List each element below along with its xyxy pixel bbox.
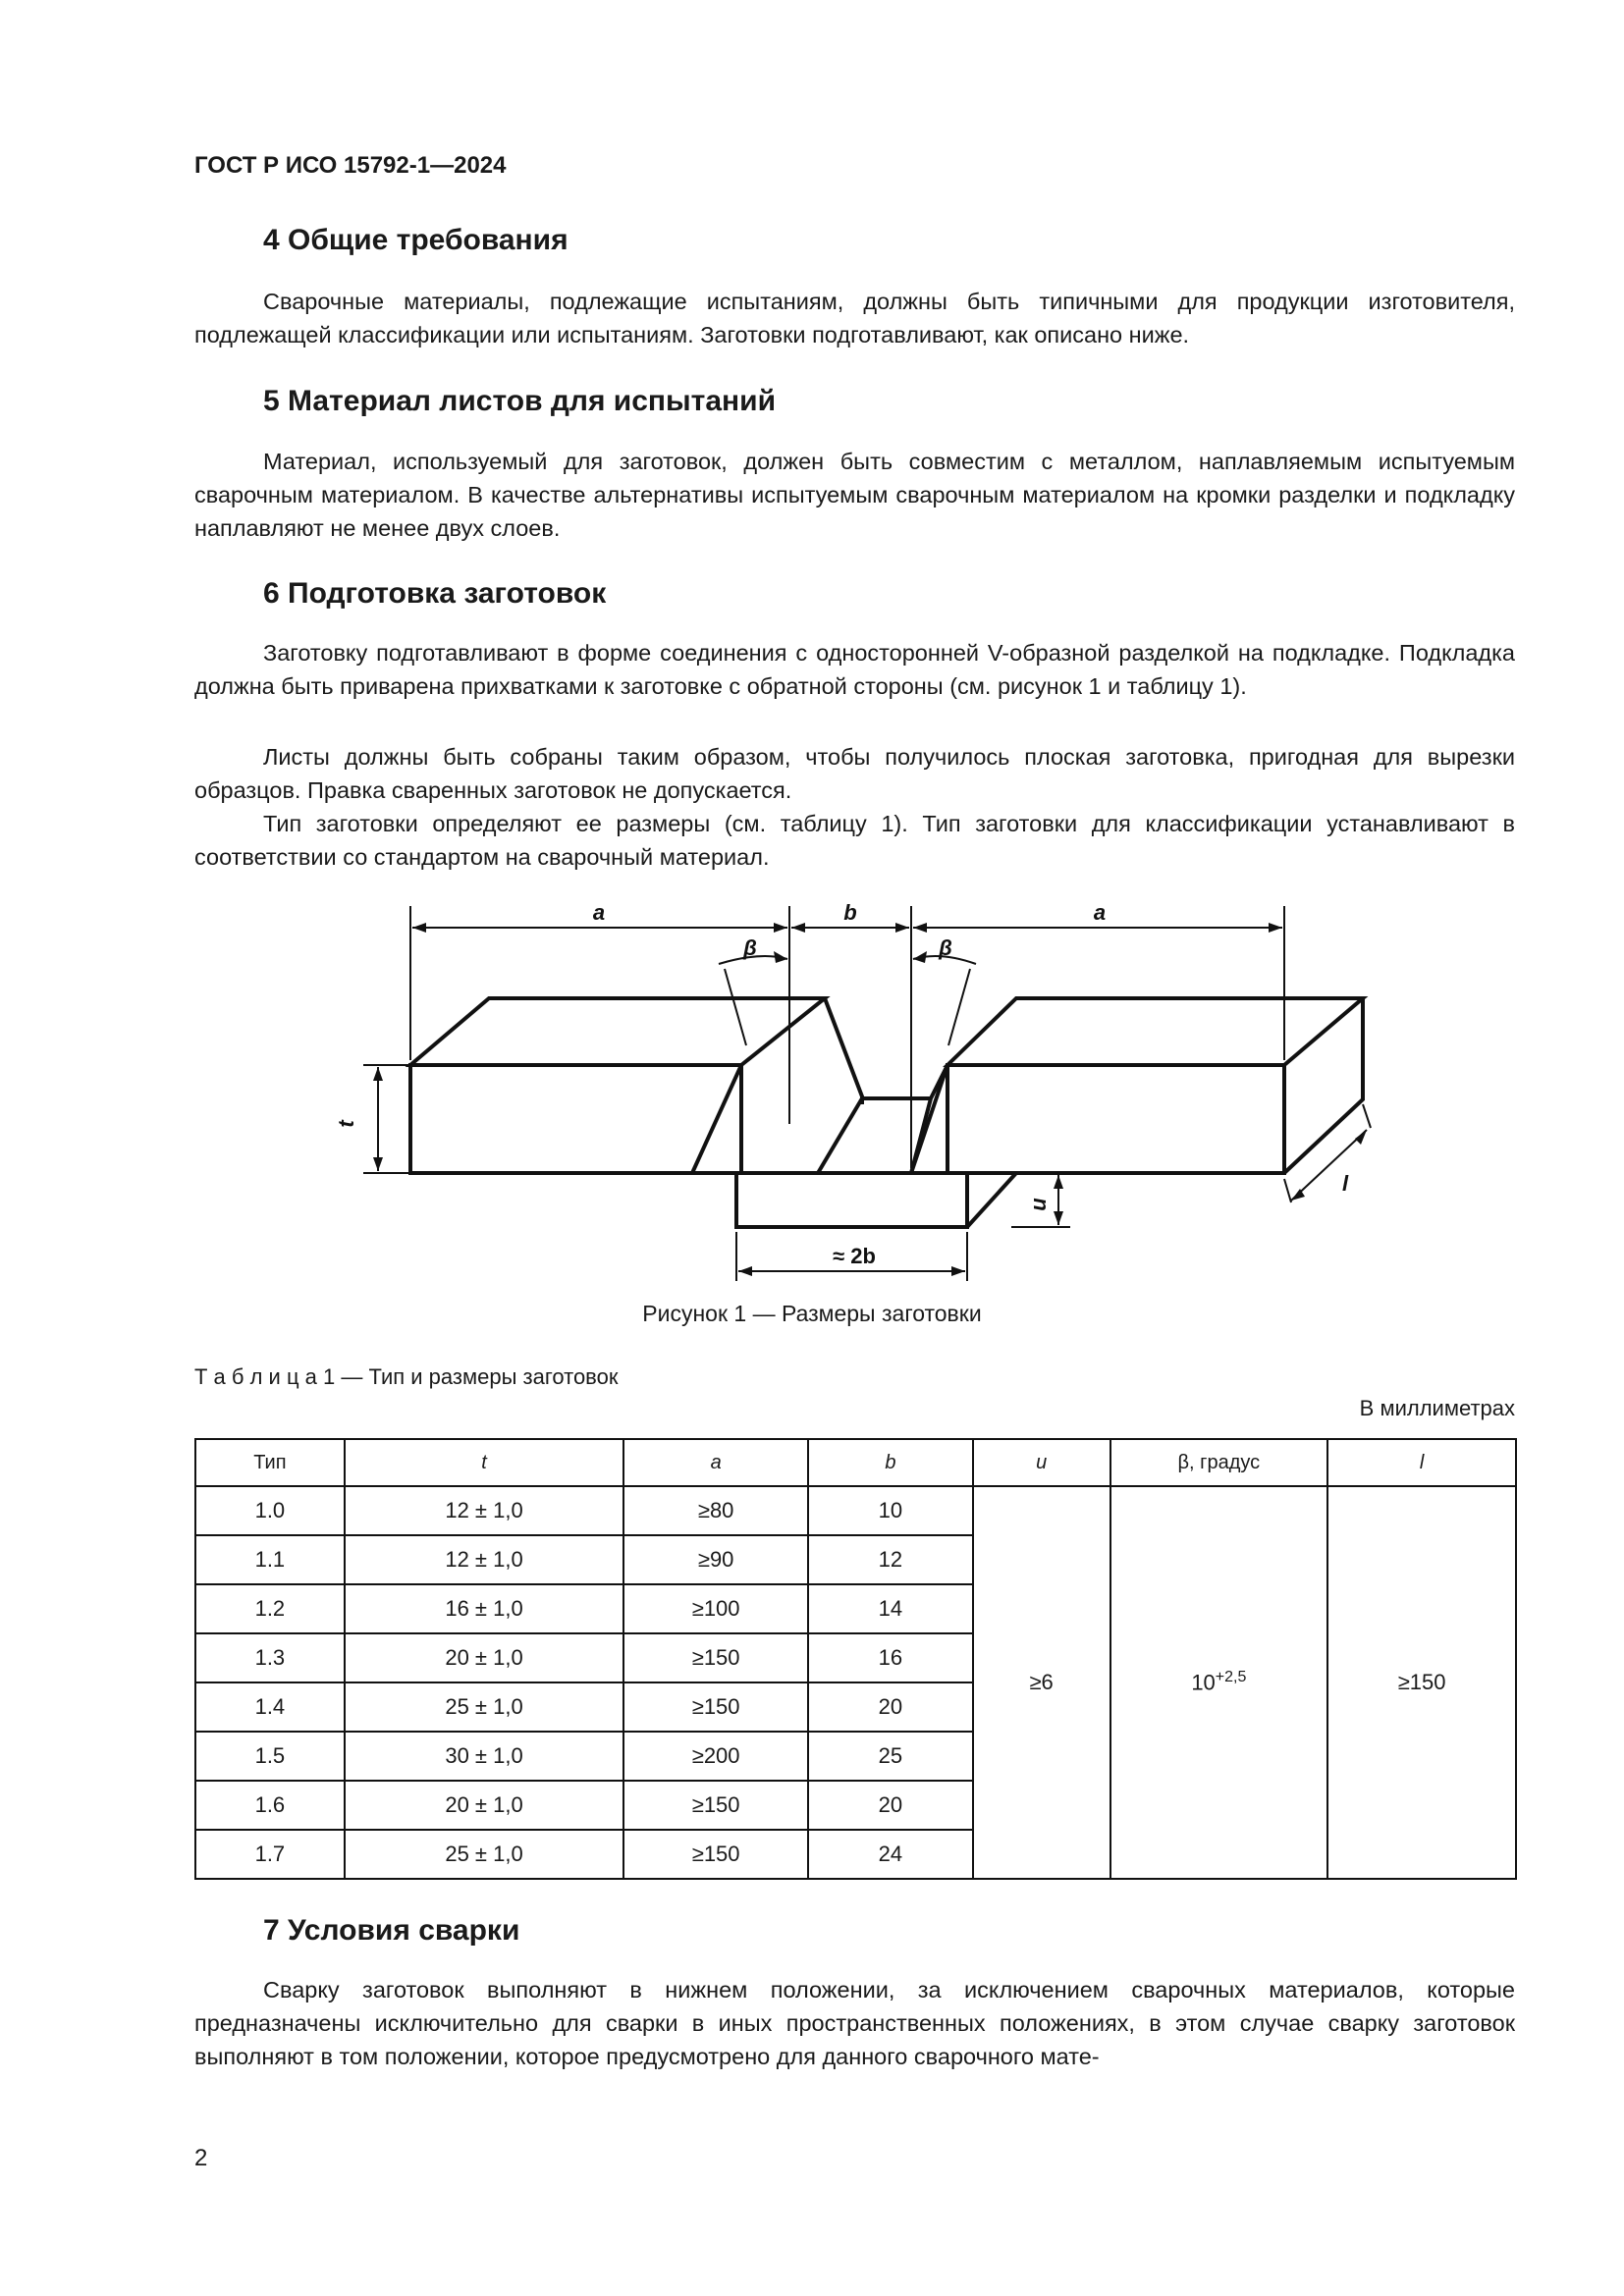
header-b: b [808, 1439, 973, 1486]
header-u: u [973, 1439, 1110, 1486]
dim-l [1291, 1130, 1367, 1201]
cell-type: 1.5 [195, 1732, 345, 1781]
header-l: l [1327, 1439, 1516, 1486]
cell-type: 1.0 [195, 1486, 345, 1535]
cell-l-merged: ≥150 [1327, 1486, 1516, 1879]
cell-a: ≥80 [623, 1486, 808, 1535]
left-bevel-edge [692, 1065, 741, 1173]
section-7-paragraph: Сварку заготовок выполняют в нижнем положении, за исключением сварочных материалов, которые предназначены исключительно для сварки в иных пространственных положениях, в этом случае сварку заготовок выполняют в том положении, которое предусмотрено для данного сварочного мате- [194, 1977, 1515, 2069]
cell-beta-merged [1110, 1486, 1328, 1879]
left-plate-top [410, 998, 825, 1065]
root-left [818, 1098, 862, 1173]
cell-a: ≥90 [623, 1535, 808, 1584]
section-7-heading: 7 Условия сварки [263, 1914, 520, 1947]
figure-1-caption: Рисунок 1 — Размеры заготовки [642, 1301, 982, 1326]
cell-b: 14 [808, 1584, 973, 1633]
page-number: 2 [194, 2145, 208, 2171]
cell-a: ≥200 [623, 1732, 808, 1781]
cell-type: 1.6 [195, 1781, 345, 1830]
section-5-paragraph: Материал, используемый для заготовок, должен быть совместим с металлом, наплавляемым испытуемым сварочным материалом. В качестве альтернативы испытуемым сварочным материалом на кромки разделки и подкладку наплавляют не менее двух слоев. [194, 449, 1515, 541]
section-4-heading: 4 Общие требования [263, 224, 568, 256]
cell-b: 25 [808, 1732, 973, 1781]
cell-b: 16 [808, 1633, 973, 1682]
table-1-units: В миллиметрах [1359, 1396, 1515, 1420]
cell-t: 20 ± 1,0 [345, 1633, 624, 1682]
header-type: Тип [195, 1439, 345, 1486]
dimension-lines [363, 906, 1371, 1281]
header-t: t [345, 1439, 624, 1486]
table-row [195, 1486, 1516, 1535]
backing-strip-side [967, 1173, 1016, 1227]
document-header: ГОСТ Р ИСО 15792-1—2024 [194, 152, 507, 179]
cell-type: 1.4 [195, 1682, 345, 1732]
cell-u-merged: ≥6 [973, 1486, 1110, 1879]
cell-type: 1.7 [195, 1830, 345, 1879]
table-header-row [195, 1439, 1516, 1486]
figure-1-drawing [324, 888, 1384, 1286]
label-2b: ≈ 2b [833, 1244, 876, 1268]
figure-1 [324, 888, 1384, 1291]
right-plate-front [947, 1065, 1284, 1173]
header-a: a [623, 1439, 808, 1486]
right-plate-side [1284, 998, 1363, 1173]
label-a-left: a [592, 900, 606, 925]
label-b: b [843, 900, 857, 925]
cell-t: 12 ± 1,0 [345, 1486, 624, 1535]
section-6-paragraph-1: Заготовку подготавливают в форме соединения с односторонней V-образной разделкой на подкладке. Подкладка должна быть приварена прихватками к заготовке с обратной стороны (см. рисунок 1 и таблицу 1). [194, 640, 1515, 699]
section-5-heading: 5 Материал листов для испытаний [263, 385, 777, 417]
label-l: l [1341, 1171, 1349, 1196]
cell-b: 24 [808, 1830, 973, 1879]
cell-a: ≥150 [623, 1830, 808, 1879]
table-1-caption: Т а б л и ц а 1 — Тип и размеры заготовок [194, 1364, 619, 1389]
section-6-paragraph-3: Тип заготовки определяют ее размеры (см. таблицу 1). Тип заготовки для классификации устанавливают в соответствии со стандартом на сварочный материал. [194, 811, 1515, 870]
label-a-right: a [1093, 900, 1107, 925]
section-6-heading: 6 Подготовка заготовок [263, 577, 607, 610]
cell-type: 1.1 [195, 1535, 345, 1584]
cell-type: 1.3 [195, 1633, 345, 1682]
cell-t: 25 ± 1,0 [345, 1682, 624, 1732]
label-beta-right: β [939, 935, 952, 960]
cell-a: ≥150 [623, 1781, 808, 1830]
backing-strip [736, 1173, 967, 1227]
cell-t: 20 ± 1,0 [345, 1781, 624, 1830]
cell-b: 12 [808, 1535, 973, 1584]
label-u: u [1026, 1198, 1051, 1211]
cell-b: 20 [808, 1781, 973, 1830]
section-6-paragraph-2: Листы должны быть собраны таким образом, чтобы получилось плоская заготовка, пригодная для вырезки образцов. Правка сваренных заготовок не допускается. [194, 744, 1515, 803]
cell-t: 12 ± 1,0 [345, 1535, 624, 1584]
table-1 [194, 1438, 1517, 1880]
right-plate-top [947, 998, 1363, 1065]
label-t: t [334, 1120, 358, 1128]
plates-outline [410, 998, 1363, 1227]
cell-b: 10 [808, 1486, 973, 1535]
beta-base: 10 [1191, 1670, 1216, 1695]
cell-b: 20 [808, 1682, 973, 1732]
section-4-paragraph: Сварочные материалы, подлежащие испытаниям, должны быть типичными для продукции изготовителя, подлежащей классификации или испытаниям. Заготовки подготавливают, как описано ниже. [194, 289, 1515, 347]
left-bevel-back [825, 998, 862, 1104]
beta-tolerance: +2,5 [1215, 1669, 1247, 1686]
header-beta: β, градус [1110, 1439, 1328, 1486]
cell-t: 30 ± 1,0 [345, 1732, 624, 1781]
cell-a: ≥150 [623, 1633, 808, 1682]
cell-type: 1.2 [195, 1584, 345, 1633]
cell-t: 25 ± 1,0 [345, 1830, 624, 1879]
cell-a: ≥100 [623, 1584, 808, 1633]
label-beta-left: β [743, 935, 757, 960]
left-plate-front [410, 1065, 741, 1173]
cell-t: 16 ± 1,0 [345, 1584, 624, 1633]
cell-a: ≥150 [623, 1682, 808, 1732]
